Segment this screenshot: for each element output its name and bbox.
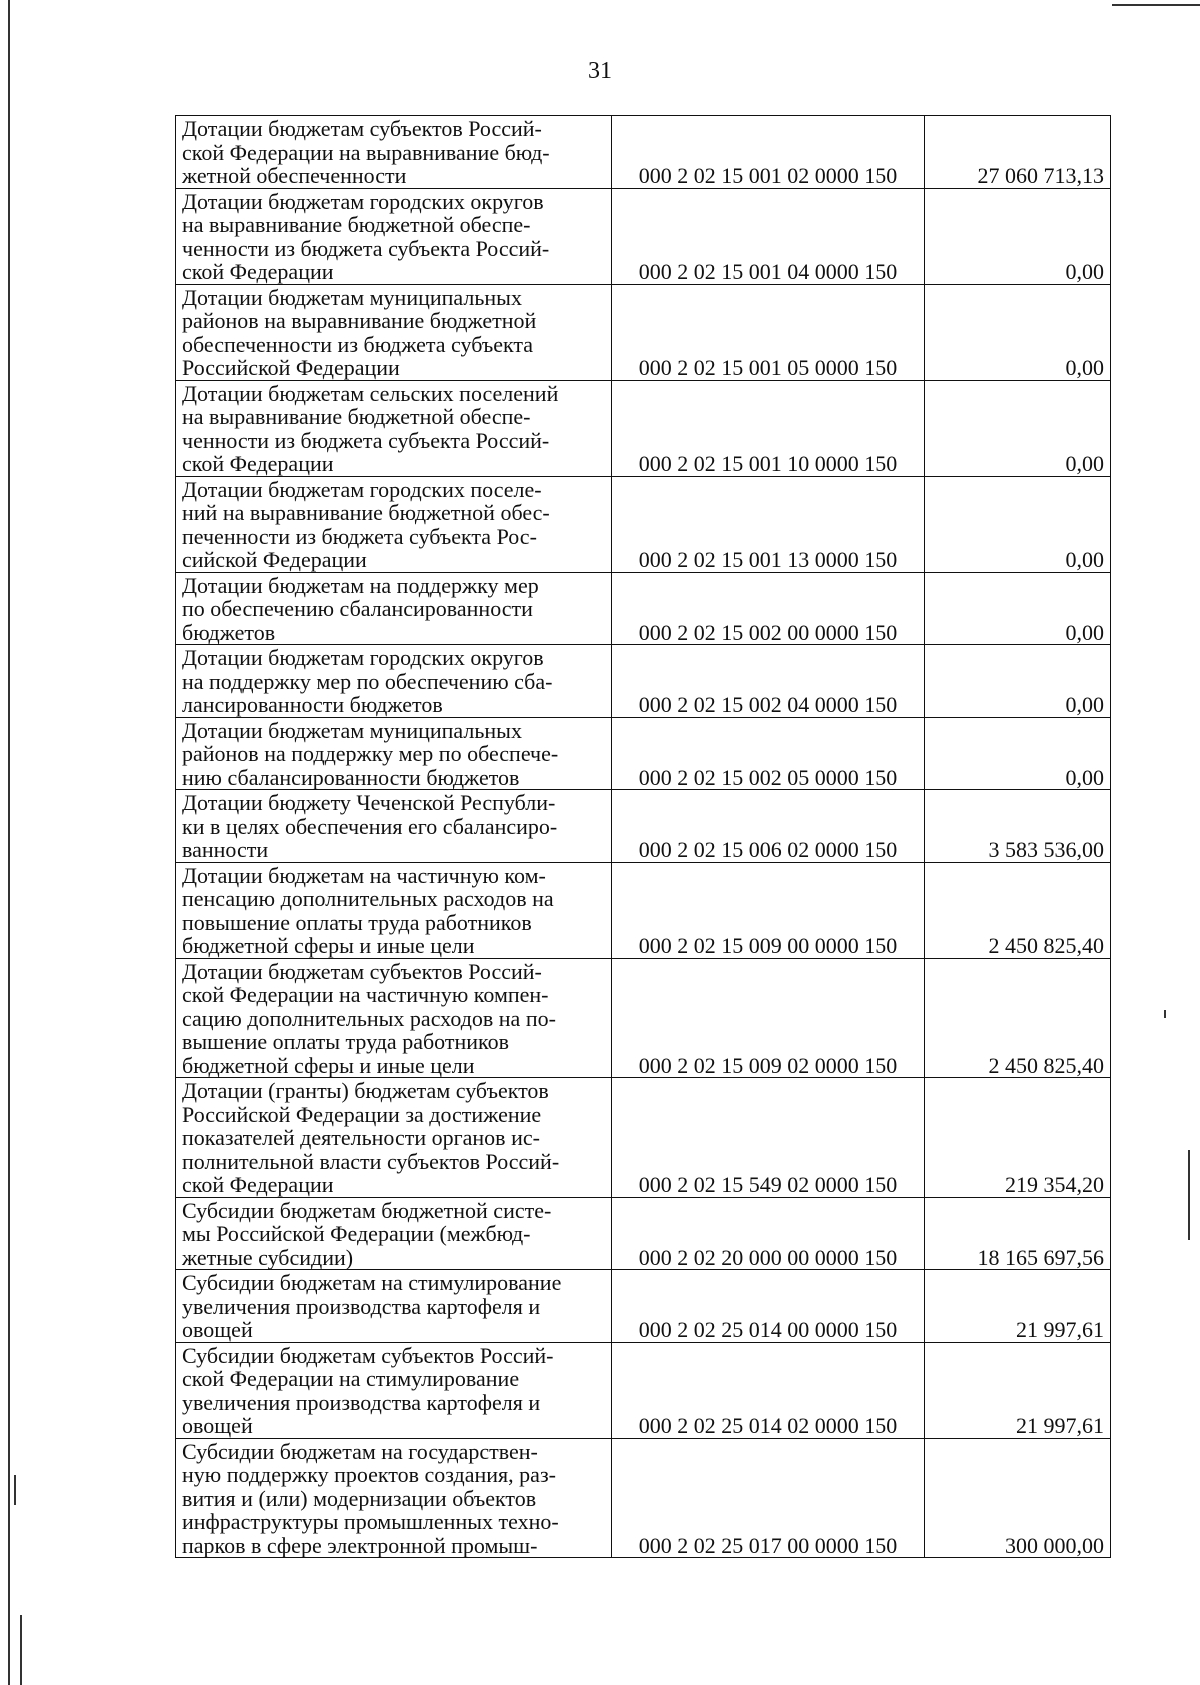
- row-code-cell: 000 2 02 25 014 02 0000 150: [612, 1342, 925, 1438]
- row-name-line: лансированности бюджетов: [182, 692, 443, 717]
- row-code-cell: 000 2 02 20 000 00 0000 150: [612, 1197, 925, 1270]
- row-name-line: обеспеченности из бюджета субъекта: [182, 331, 534, 357]
- row-name-line: районов на поддержку мер по обеспече-: [182, 741, 559, 766]
- row-amount-cell: 2 450 825,40: [925, 862, 1111, 958]
- row-code-cell: 000 2 02 15 006 02 0000 150: [612, 790, 925, 863]
- row-code-cell: 000 2 02 15 002 05 0000 150: [612, 717, 925, 790]
- row-code-cell: 000 2 02 15 001 13 0000 150: [612, 476, 925, 572]
- row-name-line: Дотации бюджетам городских округов: [182, 645, 544, 670]
- table-row: [176, 476, 1111, 572]
- scan-border-top-right: [1112, 4, 1200, 6]
- row-name-line: печенности из бюджета субъекта Рос-: [182, 523, 537, 549]
- row-name-line: ской Федерации: [182, 1172, 334, 1197]
- row-code-cell: 000 2 02 25 017 00 0000 150: [612, 1438, 925, 1558]
- row-name-line: Дотации (гранты) бюджетам субъектов: [182, 1078, 549, 1103]
- scan-mark-right-1: [1164, 1010, 1166, 1018]
- row-name-line: инфраструктуры промышленных техно-: [182, 1509, 559, 1534]
- table-row: [176, 188, 1111, 284]
- row-amount-cell: 300 000,00: [925, 1438, 1111, 1558]
- row-name-line: бюджетов: [182, 619, 276, 645]
- budget-table: [175, 115, 1111, 1558]
- row-name-line: увеличения производства картофеля и: [182, 1293, 541, 1319]
- row-amount-cell: 18 165 697,56: [925, 1197, 1111, 1270]
- row-code-cell: 000 2 02 15 001 10 0000 150: [612, 380, 925, 476]
- row-name-line: Дотации бюджетам субъектов Россий-: [182, 116, 542, 141]
- scan-mark-left-lower: [14, 1475, 16, 1505]
- row-amount-cell: 3 583 536,00: [925, 790, 1111, 863]
- row-name-line: ванности: [182, 837, 269, 862]
- row-name-line: Дотации бюджету Чеченской Республи-: [182, 790, 556, 815]
- row-name-line: Субсидии бюджетам на государствен-: [182, 1438, 538, 1464]
- row-code-cell: 000 2 02 15 001 04 0000 150: [612, 188, 925, 284]
- row-amount-cell: 0,00: [925, 188, 1111, 284]
- row-amount-cell: 2 450 825,40: [925, 958, 1111, 1078]
- row-name-cell: [176, 380, 612, 476]
- row-name-cell: [176, 1438, 612, 1558]
- row-name-line: пенсацию дополнительных расходов на: [182, 886, 554, 911]
- row-amount-cell: 0,00: [925, 476, 1111, 572]
- table-row: [176, 284, 1111, 380]
- row-name-line: на выравнивание бюджетной обеспе-: [182, 404, 531, 429]
- row-amount-cell: 219 354,20: [925, 1078, 1111, 1198]
- row-name-cell: [176, 1078, 612, 1198]
- row-name-line: вышение оплаты труда работников: [182, 1029, 509, 1054]
- row-name-line: ской Федерации: [182, 259, 334, 284]
- row-name-cell: [176, 188, 612, 284]
- row-name-line: на поддержку мер по обеспечению сба-: [182, 668, 553, 694]
- row-name-line: нию сбалансированности бюджетов: [182, 764, 520, 790]
- table-row: [176, 862, 1111, 958]
- row-name-line: Субсидии бюджетам бюджетной систе-: [182, 1197, 552, 1223]
- row-name-line: Субсидии бюджетам на стимулирование: [182, 1270, 562, 1295]
- row-code-cell: 000 2 02 15 002 00 0000 150: [612, 572, 925, 645]
- row-name-line: бюджетной сферы и иные цели: [182, 1052, 475, 1078]
- row-name-cell: [176, 717, 612, 790]
- table-row: [176, 958, 1111, 1078]
- row-name-line: повышение оплаты труда работников: [182, 909, 532, 935]
- row-name-line: Субсидии бюджетам субъектов Россий-: [182, 1342, 554, 1368]
- budget-table-body: [176, 116, 1111, 1558]
- row-name-line: Дотации бюджетам городских поселе-: [182, 476, 542, 502]
- row-name-cell: [176, 862, 612, 958]
- row-name-line: парков в сфере электронной промыш-: [182, 1532, 538, 1558]
- row-name-line: ской Федерации на частичную компен-: [182, 982, 549, 1007]
- row-name-cell: [176, 958, 612, 1078]
- row-name-line: ную поддержку проектов создания, раз-: [182, 1462, 556, 1487]
- row-code-cell: 000 2 02 15 009 02 0000 150: [612, 958, 925, 1078]
- row-name-line: полнительной власти субъектов Россий-: [182, 1148, 560, 1174]
- row-amount-cell: 0,00: [925, 284, 1111, 380]
- row-code-cell: 000 2 02 15 001 02 0000 150: [612, 116, 925, 189]
- row-name-line: Дотации бюджетам субъектов Россий-: [182, 958, 542, 984]
- row-name-line: ченности из бюджета субъекта Россий-: [182, 235, 550, 261]
- row-name-line: ки в целях обеспечения его сбалансиро-: [182, 813, 558, 839]
- row-amount-cell: 21 997,61: [925, 1270, 1111, 1343]
- table-row: [176, 1078, 1111, 1198]
- scan-mark-bottom-left: [20, 1615, 22, 1685]
- row-name-line: ской Федерации: [182, 451, 334, 476]
- row-name-line: ской Федерации на выравнивание бюд-: [182, 139, 550, 165]
- row-name-line: ской Федерации на стимулирование: [182, 1366, 520, 1391]
- row-name-line: сацию дополнительных расходов на по-: [182, 1005, 556, 1031]
- table-row: [176, 572, 1111, 645]
- row-name-line: районов на выравнивание бюджетной: [182, 308, 537, 333]
- row-name-cell: [176, 284, 612, 380]
- row-name-cell: [176, 116, 612, 189]
- row-name-cell: [176, 1342, 612, 1438]
- row-amount-cell: 27 060 713,13: [925, 116, 1111, 189]
- row-code-cell: 000 2 02 25 014 00 0000 150: [612, 1270, 925, 1343]
- row-amount-cell: 0,00: [925, 645, 1111, 718]
- row-name-line: Российской Федерации за достижение: [182, 1101, 542, 1127]
- row-name-line: жетные субсидии): [182, 1244, 354, 1270]
- row-amount-cell: 0,00: [925, 717, 1111, 790]
- row-amount-cell: 0,00: [925, 572, 1111, 645]
- row-name-line: бюджетной сферы и иные цели: [182, 933, 475, 958]
- row-code-cell: 000 2 02 15 009 00 0000 150: [612, 862, 925, 958]
- table-row: [176, 116, 1111, 189]
- row-name-line: Дотации бюджетам на поддержку мер: [182, 572, 539, 598]
- row-name-line: вития и (или) модернизации объектов: [182, 1485, 537, 1511]
- row-name-cell: [176, 645, 612, 718]
- row-name-line: овощей: [182, 1413, 253, 1438]
- row-name-line: увеличения производства картофеля и: [182, 1389, 541, 1415]
- row-code-cell: 000 2 02 15 549 02 0000 150: [612, 1078, 925, 1198]
- row-name-line: ний на выравнивание бюджетной обес-: [182, 500, 550, 525]
- row-name-line: сийской Федерации: [182, 547, 367, 572]
- row-name-cell: [176, 790, 612, 863]
- row-name-line: ченности из бюджета субъекта Россий-: [182, 427, 550, 453]
- row-name-line: мы Российской Федерации (межбюд-: [182, 1221, 531, 1246]
- table-row: [176, 645, 1111, 718]
- row-name-line: овощей: [182, 1317, 253, 1342]
- table-row: [176, 1197, 1111, 1270]
- table-row: [176, 1438, 1111, 1558]
- table-row: [176, 380, 1111, 476]
- row-name-line: Дотации бюджетам муниципальных: [182, 717, 522, 743]
- scan-mark-right-2: [1188, 1150, 1190, 1240]
- row-name-line: Дотации бюджетам городских округов: [182, 188, 544, 214]
- row-code-cell: 000 2 02 15 001 05 0000 150: [612, 284, 925, 380]
- row-name-line: Дотации бюджетам муниципальных: [182, 284, 522, 310]
- row-amount-cell: 21 997,61: [925, 1342, 1111, 1438]
- row-code-cell: 000 2 02 15 002 04 0000 150: [612, 645, 925, 718]
- row-name-cell: [176, 1197, 612, 1270]
- row-name-cell: [176, 1270, 612, 1343]
- row-amount-cell: 0,00: [925, 380, 1111, 476]
- table-row: [176, 1270, 1111, 1343]
- row-name-line: жетной обеспеченности: [182, 163, 407, 188]
- row-name-line: по обеспечению сбалансированности: [182, 596, 533, 621]
- page-number: 31: [588, 58, 612, 84]
- row-name-line: Дотации бюджетам сельских поселений: [182, 380, 559, 406]
- row-name-line: Российской Федерации: [182, 355, 400, 380]
- table-row: [176, 1342, 1111, 1438]
- row-name-cell: [176, 476, 612, 572]
- row-name-cell: [176, 572, 612, 645]
- row-name-line: на выравнивание бюджетной обеспе-: [182, 212, 531, 237]
- row-name-line: Дотации бюджетам на частичную ком-: [182, 862, 546, 888]
- table-row: [176, 717, 1111, 790]
- row-name-line: показателей деятельности органов ис-: [182, 1125, 540, 1150]
- scan-border-left: [8, 0, 10, 1685]
- table-row: [176, 790, 1111, 863]
